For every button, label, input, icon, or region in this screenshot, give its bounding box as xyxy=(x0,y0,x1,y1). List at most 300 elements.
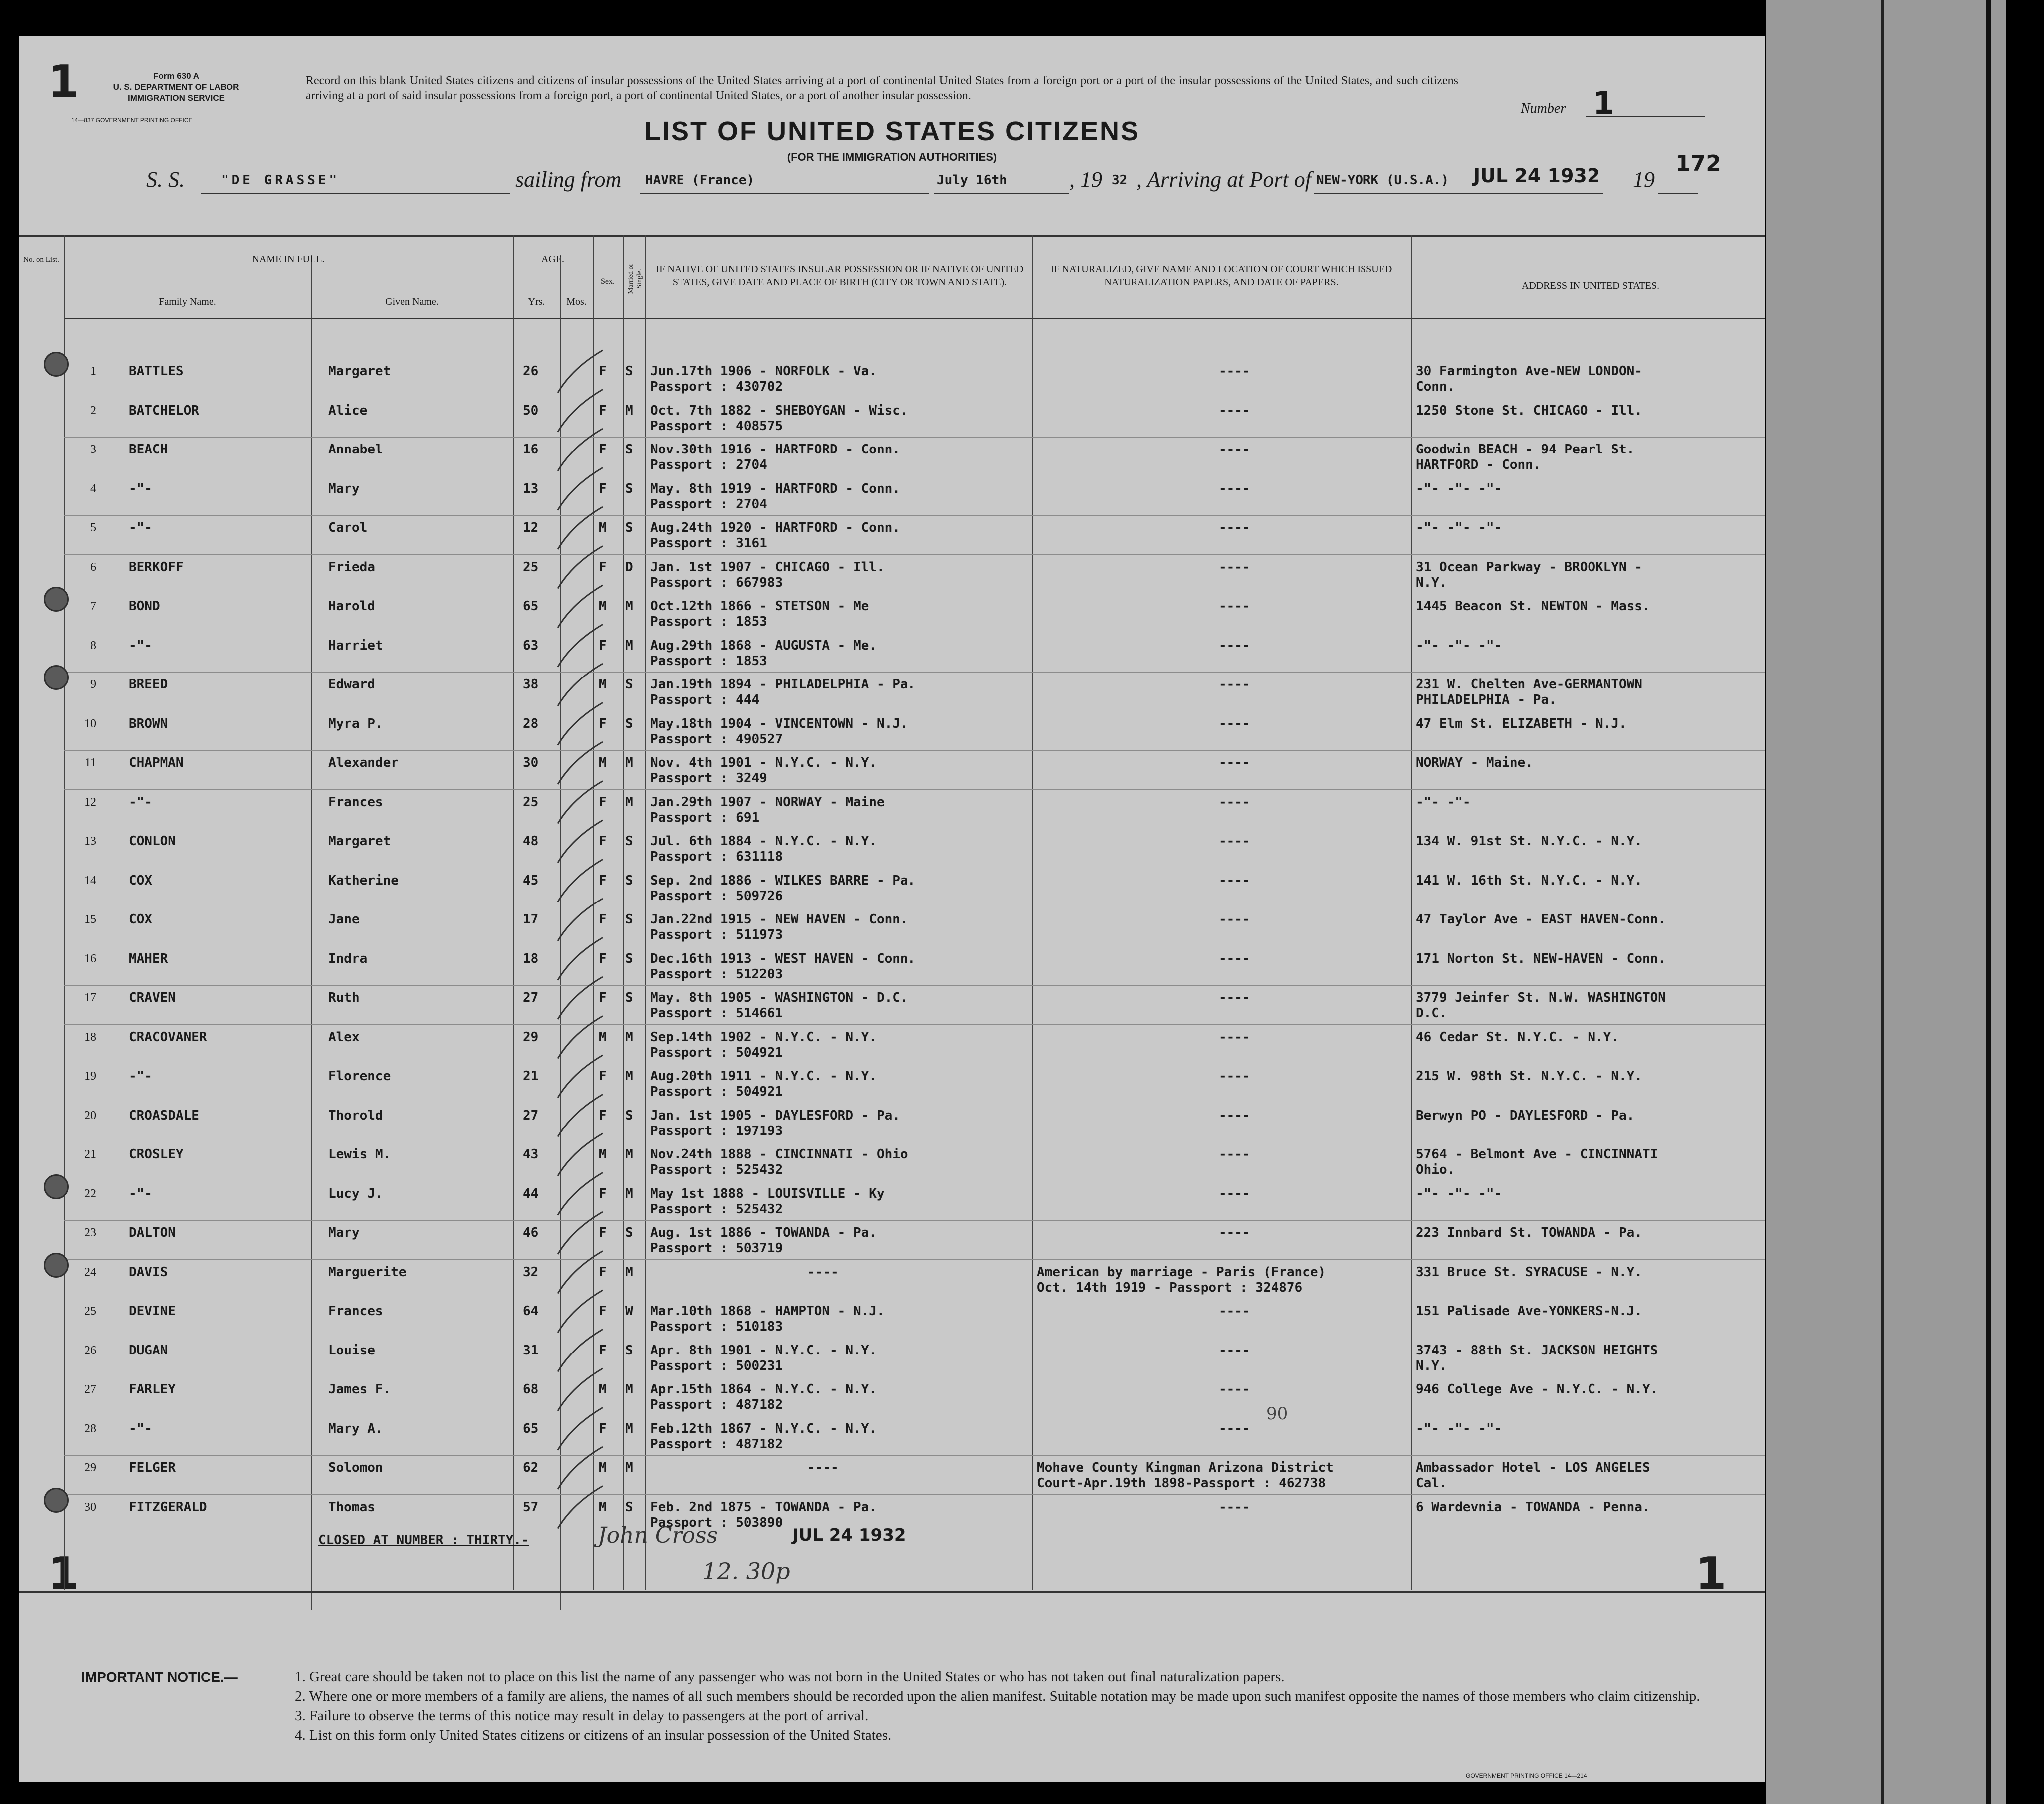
marital-status: S xyxy=(625,1225,633,1240)
passport-number: Passport : 525432 xyxy=(650,1201,783,1217)
naturalization-info: ---- xyxy=(1219,1147,1250,1162)
us-address: 47 Elm St. ELIZABETH - N.J. xyxy=(1416,716,1627,731)
us-address: Berwyn PO - DAYLESFORD - Pa. xyxy=(1416,1108,1635,1123)
age-years: 13 xyxy=(523,481,539,496)
naturalization-info: ---- xyxy=(1219,403,1250,418)
birth-date-place: Oct.12th 1866 - STETSON - Me xyxy=(650,599,869,614)
sex: F xyxy=(599,559,607,575)
passport-number: Passport : 525432 xyxy=(650,1162,783,1177)
birth-date-place: Aug.24th 1920 - HARTFORD - Conn. xyxy=(650,520,900,535)
us-address: 215 W. 98th St. N.Y.C. - N.Y. xyxy=(1416,1069,1642,1084)
naturalization-info: ---- xyxy=(1219,559,1250,575)
sex: M xyxy=(599,755,607,770)
sex: M xyxy=(599,599,607,614)
passport-number: Passport : 487182 xyxy=(650,1397,783,1412)
family-name: COX xyxy=(129,873,152,888)
passport-number: Passport : 631118 xyxy=(650,849,783,864)
sex: F xyxy=(599,1069,607,1084)
us-address: 223 Innbard St. TOWANDA - Pa. xyxy=(1416,1225,1642,1240)
naturalization-info: ---- xyxy=(1219,442,1250,457)
passport-number: Passport : 3161 xyxy=(650,536,767,551)
table-bottom-rule xyxy=(19,1591,1765,1593)
us-address: -"- -"- -"- xyxy=(1416,1186,1502,1201)
row-number: 25 xyxy=(84,1305,96,1318)
birth-date-place: Apr.15th 1864 - N.Y.C. - N.Y. xyxy=(650,1382,877,1397)
family-name: DUGAN xyxy=(129,1343,168,1358)
row-number: 2 xyxy=(90,404,96,417)
naturalization-info: ---- xyxy=(1219,912,1250,927)
header-months: Mos. xyxy=(566,296,587,307)
family-name: COX xyxy=(129,912,152,927)
naturalization-info: ---- xyxy=(1219,1382,1250,1397)
naturalization-info: ---- xyxy=(1219,677,1250,692)
passport-number: Passport : 487182 xyxy=(650,1436,783,1452)
naturalization-info: ---- xyxy=(1219,1499,1250,1515)
passport-number: Passport : 514661 xyxy=(650,1006,783,1021)
age-years: 32 xyxy=(523,1264,539,1280)
given-name: Solomon xyxy=(328,1460,383,1475)
family-name: DALTON xyxy=(129,1225,176,1240)
form-print-line: 14—837 GOVERNMENT PRINTING OFFICE xyxy=(71,117,193,124)
us-address: 47 Taylor Ave - EAST HAVEN-Conn. xyxy=(1416,912,1666,927)
given-name: Lewis M. xyxy=(328,1147,391,1162)
sex: F xyxy=(599,1186,607,1201)
naturalization-info: ---- xyxy=(1219,755,1250,770)
given-name: Marguerite xyxy=(328,1264,407,1280)
naturalization-info: Mohave County Kingman Arizona District xyxy=(1037,1460,1334,1475)
sex: F xyxy=(599,442,607,457)
given-name: Carol xyxy=(328,520,368,535)
header-given-name: Given Name. xyxy=(385,296,439,307)
age-years: 65 xyxy=(523,599,539,614)
naturalization-info-line2: Oct. 14th 1919 - Passport : 324876 xyxy=(1037,1280,1303,1295)
marital-status: S xyxy=(625,951,633,966)
pencil-check-mark xyxy=(558,1251,603,1294)
arriving-label: , Arriving at Port of xyxy=(1136,167,1311,192)
departure-year: 32 xyxy=(1112,173,1128,188)
age-years: 68 xyxy=(523,1382,539,1397)
pencil-check-mark xyxy=(558,507,603,549)
inspector-signature: John Cross xyxy=(598,1523,718,1548)
row-number: 8 xyxy=(90,639,96,652)
pencil-check-mark xyxy=(558,625,603,667)
passport-number: Passport : 500231 xyxy=(650,1358,783,1373)
sex: F xyxy=(599,364,607,379)
header-naturalization: IF NATURALIZED, GIVE NAME AND LOCATION OF COURT WHICH ISSUED NATURALIZATION PAPERS, AND DATE OF PAPERS. xyxy=(1050,264,1392,288)
given-name: Thomas xyxy=(328,1499,375,1515)
row-number: 17 xyxy=(84,991,96,1004)
birth-date-place: Aug. 1st 1886 - TOWANDA - Pa. xyxy=(650,1225,877,1240)
family-name: -"- xyxy=(129,638,152,653)
marital-status: M xyxy=(625,755,633,770)
marital-status: S xyxy=(625,481,633,496)
row-number: 22 xyxy=(84,1187,96,1200)
family-name: -"- xyxy=(129,794,152,810)
marital-status: D xyxy=(625,559,633,575)
notice-item: 3. Failure to observe the terms of this notice may result in delay to passengers at the port of arrival. xyxy=(295,1708,869,1724)
pencil-check-mark xyxy=(558,860,603,902)
age-years: 43 xyxy=(523,1147,539,1162)
marital-status: S xyxy=(625,912,633,927)
birth-date-place: Aug.20th 1911 - N.Y.C. - N.Y. xyxy=(650,1069,877,1084)
arrival-date-stamp: JUL 24 1932 xyxy=(1473,165,1600,187)
given-name: Jane xyxy=(328,912,360,927)
marital-status: S xyxy=(625,364,633,379)
departure-date: July 16th xyxy=(937,173,1007,188)
header-family-name: Family Name. xyxy=(159,296,216,307)
birth-date-place: Nov. 4th 1901 - N.Y.C. - N.Y. xyxy=(650,755,877,770)
us-address: 171 Norton St. NEW-HAVEN - Conn. xyxy=(1416,951,1666,966)
passport-number: Passport : 691 xyxy=(650,810,760,825)
departure-port: HAVRE (France) xyxy=(645,173,755,188)
naturalization-info: ---- xyxy=(1219,638,1250,653)
family-name: DEVINE xyxy=(129,1304,176,1319)
pencil-check-mark xyxy=(558,1133,603,1176)
given-name: Annabel xyxy=(328,442,383,457)
age-years: 38 xyxy=(523,677,539,692)
sex: F xyxy=(599,1225,607,1240)
family-name: FELGER xyxy=(129,1460,176,1475)
sex: F xyxy=(599,873,607,888)
pencil-check-mark xyxy=(558,429,603,471)
given-name: Alexander xyxy=(328,755,399,770)
marital-status: S xyxy=(625,990,633,1005)
corner-frame-mark: 1 xyxy=(48,56,79,108)
birth-date-place: Feb. 2nd 1875 - TOWANDA - Pa. xyxy=(650,1499,877,1515)
age-years: 46 xyxy=(523,1225,539,1240)
sex: F xyxy=(599,1343,607,1358)
sex: M xyxy=(599,1029,607,1045)
age-years: 27 xyxy=(523,990,539,1005)
row-number: 11 xyxy=(84,756,96,769)
passport-number: Passport : 408575 xyxy=(650,418,783,434)
sex: F xyxy=(599,481,607,496)
pencil-check-mark xyxy=(558,938,603,980)
family-name: CRAVEN xyxy=(129,990,176,1005)
row-number: 29 xyxy=(84,1461,96,1474)
row-number: 20 xyxy=(84,1109,96,1122)
birth-date-place: Dec.16th 1913 - WEST HAVEN - Conn. xyxy=(650,951,916,966)
naturalization-info: ---- xyxy=(1219,834,1250,849)
family-name: DAVIS xyxy=(129,1264,168,1280)
family-name: CONLON xyxy=(129,834,176,849)
header-age: AGE. xyxy=(541,254,565,265)
pencil-check-mark xyxy=(558,1447,603,1489)
bottom-frame-mark: 1 xyxy=(48,1548,79,1600)
birth-date-place: Nov.30th 1916 - HARTFORD - Conn. xyxy=(650,442,900,457)
pencil-check-mark xyxy=(558,1486,603,1529)
row-number: 18 xyxy=(84,1030,96,1044)
marital-status: S xyxy=(625,442,633,457)
given-name: Mary xyxy=(328,481,360,496)
pencil-check-mark xyxy=(558,1290,603,1333)
family-name: BATCHELOR xyxy=(129,403,199,418)
handwritten-time-note: 12. 30p xyxy=(702,1558,790,1584)
family-name: -"- xyxy=(129,1421,152,1436)
header-no-on-list: No. on List. xyxy=(23,256,59,264)
row-number: 1 xyxy=(90,365,96,378)
us-address-line2: Conn. xyxy=(1416,379,1455,394)
sex: M xyxy=(599,520,607,535)
marital-status: S xyxy=(625,716,633,731)
row-number: 3 xyxy=(90,443,96,456)
arrival-year-suffix: 19 xyxy=(1633,167,1655,192)
row-number: 7 xyxy=(90,600,96,613)
birth-date-place: Nov.24th 1888 - CINCINNATI - Ohio xyxy=(650,1147,908,1162)
family-name: BREED xyxy=(129,677,168,692)
sex: F xyxy=(599,1421,607,1436)
given-name: James F. xyxy=(328,1382,391,1397)
birth-date-place: May.18th 1904 - VINCENTOWN - N.J. xyxy=(650,716,908,731)
pencil-check-mark xyxy=(558,1173,603,1215)
family-name: CROSLEY xyxy=(129,1147,184,1162)
naturalization-info: ---- xyxy=(1219,364,1250,379)
important-notice xyxy=(81,1667,1728,1745)
birth-date-place: Sep. 2nd 1886 - WILKES BARRE - Pa. xyxy=(650,873,916,888)
us-address: -"- -"- -"- xyxy=(1416,481,1502,496)
row-number: 27 xyxy=(84,1383,96,1396)
form-instructions: Record on this blank United States citizens and citizens of insular possessions of the United States arriving at a port of continental United States from a foreign port or a port of the insular possessions of the United States, and such citizens arriving at a port of said insular possessions from a foreign port, a port of continental United States, or a port of another insular possession. xyxy=(306,74,1458,102)
pencil-check-mark xyxy=(558,468,603,510)
family-name: FITZGERALD xyxy=(129,1499,207,1515)
given-name: Mary xyxy=(328,1225,360,1240)
given-name: Katherine xyxy=(328,873,399,888)
marital-status: M xyxy=(625,1069,633,1084)
header-birth: IF NATIVE OF UNITED STATES INSULAR POSSESSION OR IF NATIVE OF UNITED STATES, GIVE DATE AND PLACE OF BIRTH (CITY OR TOWN AND STATE). xyxy=(656,264,1024,288)
passport-number: Passport : 444 xyxy=(650,692,760,707)
marital-status: M xyxy=(625,1264,633,1280)
given-name: Mary A. xyxy=(328,1421,383,1436)
given-name: Lucy J. xyxy=(328,1186,383,1201)
given-name: Harold xyxy=(328,599,375,614)
sex: F xyxy=(599,1304,607,1319)
age-years: 16 xyxy=(523,442,539,457)
given-name: Harriet xyxy=(328,638,383,653)
row-number: 5 xyxy=(90,521,96,534)
age-years: 27 xyxy=(523,1108,539,1123)
naturalization-info: ---- xyxy=(1219,520,1250,535)
naturalization-info: American by marriage - Paris (France) xyxy=(1037,1264,1326,1280)
marital-status: S xyxy=(625,677,633,692)
pencil-check-mark xyxy=(558,742,603,784)
naturalization-info: ---- xyxy=(1219,1186,1250,1201)
us-address-line2: HARTFORD - Conn. xyxy=(1416,457,1541,472)
adjacent-page-strip xyxy=(1766,0,2006,1804)
naturalization-info: ---- xyxy=(1219,1343,1250,1358)
us-address: 1445 Beacon St. NEWTON - Mass. xyxy=(1416,599,1650,614)
list-number: 1 xyxy=(1593,85,1615,121)
given-name: Alice xyxy=(328,403,368,418)
us-address: 151 Palisade Ave-YONKERS-N.J. xyxy=(1416,1304,1642,1319)
row-number: 16 xyxy=(84,952,96,965)
row-number: 12 xyxy=(84,795,96,809)
given-name: Indra xyxy=(328,951,368,966)
marital-status: M xyxy=(625,1460,633,1475)
closing-date-stamp: JUL 24 1932 xyxy=(792,1525,906,1545)
us-address: 946 College Ave - N.Y.C. - N.Y. xyxy=(1416,1382,1658,1397)
pencil-check-mark xyxy=(558,1095,603,1137)
age-years: 17 xyxy=(523,912,539,927)
marital-status: M xyxy=(625,1421,633,1436)
birth-date-place: May. 8th 1905 - WASHINGTON - D.C. xyxy=(650,990,908,1005)
form-subtitle: (FOR THE IMMIGRATION AUTHORITIES) xyxy=(787,151,997,163)
header-address: ADDRESS IN UNITED STATES. xyxy=(1521,280,1660,291)
age-years: 44 xyxy=(523,1186,539,1201)
naturalization-info: ---- xyxy=(1219,1225,1250,1240)
naturalization-info: ---- xyxy=(1219,951,1250,966)
passport-number: Passport : 504921 xyxy=(650,1045,783,1060)
passport-number: Passport : 197193 xyxy=(650,1123,783,1138)
pencil-check-mark xyxy=(558,703,603,745)
marital-status: M xyxy=(625,599,633,614)
pencil-check-mark xyxy=(558,1368,603,1411)
family-name: -"- xyxy=(129,1069,152,1084)
naturalization-info: ---- xyxy=(1219,481,1250,496)
given-name: Florence xyxy=(328,1069,391,1084)
birth-date-place: ---- xyxy=(807,1264,839,1280)
pencil-check-mark xyxy=(558,546,603,589)
family-name: -"- xyxy=(129,1186,152,1201)
department-name: U. S. DEPARTMENT OF LABOR xyxy=(113,82,239,92)
birth-date-place: ---- xyxy=(807,1460,839,1475)
birth-date-place: May. 8th 1919 - HARTFORD - Conn. xyxy=(650,481,900,496)
row-number: 13 xyxy=(84,835,96,848)
given-name: Louise xyxy=(328,1343,375,1358)
printer-imprint: GOVERNMENT PRINTING OFFICE 14—214 xyxy=(1466,1772,1587,1779)
family-name: -"- xyxy=(129,481,152,496)
us-address: 231 W. Chelten Ave-GERMANTOWN xyxy=(1416,677,1642,692)
passport-number: Passport : 503890 xyxy=(650,1515,783,1530)
given-name: Frances xyxy=(328,794,383,810)
naturalization-info: ---- xyxy=(1219,873,1250,888)
ship-name: "DE GRASSE" xyxy=(221,173,340,188)
pencil-check-mark xyxy=(558,1212,603,1254)
row-number: 19 xyxy=(84,1070,96,1083)
us-address: -"- -"- -"- xyxy=(1416,1421,1502,1436)
age-years: 29 xyxy=(523,1029,539,1045)
us-address: 3779 Jeinfer St. N.W. WASHINGTON xyxy=(1416,990,1666,1005)
naturalization-info: ---- xyxy=(1219,990,1250,1005)
birth-date-place: Jan. 1st 1907 - CHICAGO - Ill. xyxy=(650,559,885,575)
birth-date-place: Jan.19th 1894 - PHILADELPHIA - Pa. xyxy=(650,677,916,692)
naturalization-info: ---- xyxy=(1219,1069,1250,1084)
passport-number: Passport : 512203 xyxy=(650,966,783,982)
naturalization-info: ---- xyxy=(1219,794,1250,810)
header-years: Yrs. xyxy=(528,296,545,307)
age-years: 57 xyxy=(523,1499,539,1515)
naturalization-info: ---- xyxy=(1219,1108,1250,1123)
passport-number: Passport : 2704 xyxy=(650,496,767,512)
age-years: 50 xyxy=(523,403,539,418)
row-number: 6 xyxy=(90,560,96,574)
row-number: 24 xyxy=(84,1265,96,1279)
age-years: 21 xyxy=(523,1069,539,1084)
family-name: BATTLES xyxy=(129,364,184,379)
arrival-port: NEW-YORK (U.S.A.) xyxy=(1316,173,1449,188)
birth-date-place: Feb.12th 1867 - N.Y.C. - N.Y. xyxy=(650,1421,877,1436)
naturalization-info: ---- xyxy=(1219,1029,1250,1045)
given-name: Myra P. xyxy=(328,716,383,731)
pencil-check-mark xyxy=(558,781,603,824)
header-sex: Sex. xyxy=(601,277,615,286)
page-fold-line xyxy=(1881,0,1884,1804)
page-number-stamp: 172 xyxy=(1675,151,1721,176)
us-address: Goodwin BEACH - 94 Pearl St. xyxy=(1416,442,1635,457)
pencil-check-mark xyxy=(558,390,603,432)
marital-status: M xyxy=(625,794,633,810)
row-number: 4 xyxy=(90,482,96,495)
age-years: 25 xyxy=(523,794,539,810)
birth-date-place: Jan.29th 1907 - NORWAY - Maine xyxy=(650,794,885,810)
marital-status: S xyxy=(625,873,633,888)
row-number: 21 xyxy=(84,1148,96,1161)
birth-date-place: Sep.14th 1902 - N.Y.C. - N.Y. xyxy=(650,1029,877,1045)
notice-item: 1. Great care should be taken not to place on this list the name of any passenger who was not born in the United States or who has not taken out final naturalization papers. xyxy=(295,1669,1285,1685)
pencil-check-mark xyxy=(558,585,603,628)
sex: F xyxy=(599,990,607,1005)
us-address-line2: D.C. xyxy=(1416,1006,1447,1021)
sailing-label: sailing from xyxy=(515,167,622,192)
marital-status: M xyxy=(625,1186,633,1201)
page-edge-line xyxy=(1986,0,1991,1804)
pencil-check-mark xyxy=(558,1408,603,1450)
form-title: LIST OF UNITED STATES CITIZENS xyxy=(644,116,1140,146)
given-name: Frieda xyxy=(328,559,375,575)
given-name: Margaret xyxy=(328,834,391,849)
passport-number: Passport : 490527 xyxy=(650,731,783,747)
passport-number: Passport : 504921 xyxy=(650,1084,783,1099)
pencil-check-mark xyxy=(558,1016,603,1059)
us-address-line2: PHILADELPHIA - Pa. xyxy=(1416,692,1557,707)
service-name: IMMIGRATION SERVICE xyxy=(128,93,225,103)
given-name: Edward xyxy=(328,677,375,692)
marital-status: S xyxy=(625,834,633,849)
us-address: NORWAY - Maine. xyxy=(1416,755,1533,770)
given-name: Thorold xyxy=(328,1108,383,1123)
us-address-line2: Ohio. xyxy=(1416,1162,1455,1177)
us-address: 3743 - 88th St. JACKSON HEIGHTS xyxy=(1416,1343,1658,1358)
family-name: BOND xyxy=(129,599,160,614)
sex: F xyxy=(599,403,607,418)
passport-number: Passport : 511973 xyxy=(650,927,783,942)
family-name: BEACH xyxy=(129,442,168,457)
passport-number: Passport : 1853 xyxy=(650,653,767,669)
pencil-check-mark xyxy=(558,977,603,1019)
us-address-line2: Cal. xyxy=(1416,1476,1447,1491)
age-years: 30 xyxy=(523,755,539,770)
sex: F xyxy=(599,1108,607,1123)
marital-status: M xyxy=(625,638,633,653)
row-number: 15 xyxy=(84,913,96,926)
us-address: 30 Farmington Ave-NEW LONDON- xyxy=(1416,364,1642,379)
birth-date-place: Jul. 6th 1884 - N.Y.C. - N.Y. xyxy=(650,834,877,849)
notice-item: 2. Where one or more members of a family are aliens, the names of all such members should be recorded upon the alien manifest. Suitable notation may be made upon such manifest opposite the names of those members who claim citizenship. xyxy=(295,1688,1700,1704)
pencil-check-mark xyxy=(558,664,603,706)
passport-number: Passport : 430702 xyxy=(650,379,783,394)
given-name: Frances xyxy=(328,1304,383,1319)
age-years: 25 xyxy=(523,559,539,575)
given-name: Ruth xyxy=(328,990,360,1005)
pencil-check-mark xyxy=(558,899,603,941)
birth-date-place: May 1st 1888 - LOUISVILLE - Ky xyxy=(650,1186,885,1201)
birth-date-place: Oct. 7th 1882 - SHEBOYGAN - Wisc. xyxy=(650,403,908,418)
manifest-sheet xyxy=(19,36,1765,1782)
age-years: 48 xyxy=(523,834,539,849)
family-name: CROASDALE xyxy=(129,1108,199,1123)
marital-status: W xyxy=(625,1304,633,1319)
us-address: 46 Cedar St. N.Y.C. - N.Y. xyxy=(1416,1029,1619,1045)
bottom-right-frame-mark: 1 xyxy=(1695,1548,1727,1600)
